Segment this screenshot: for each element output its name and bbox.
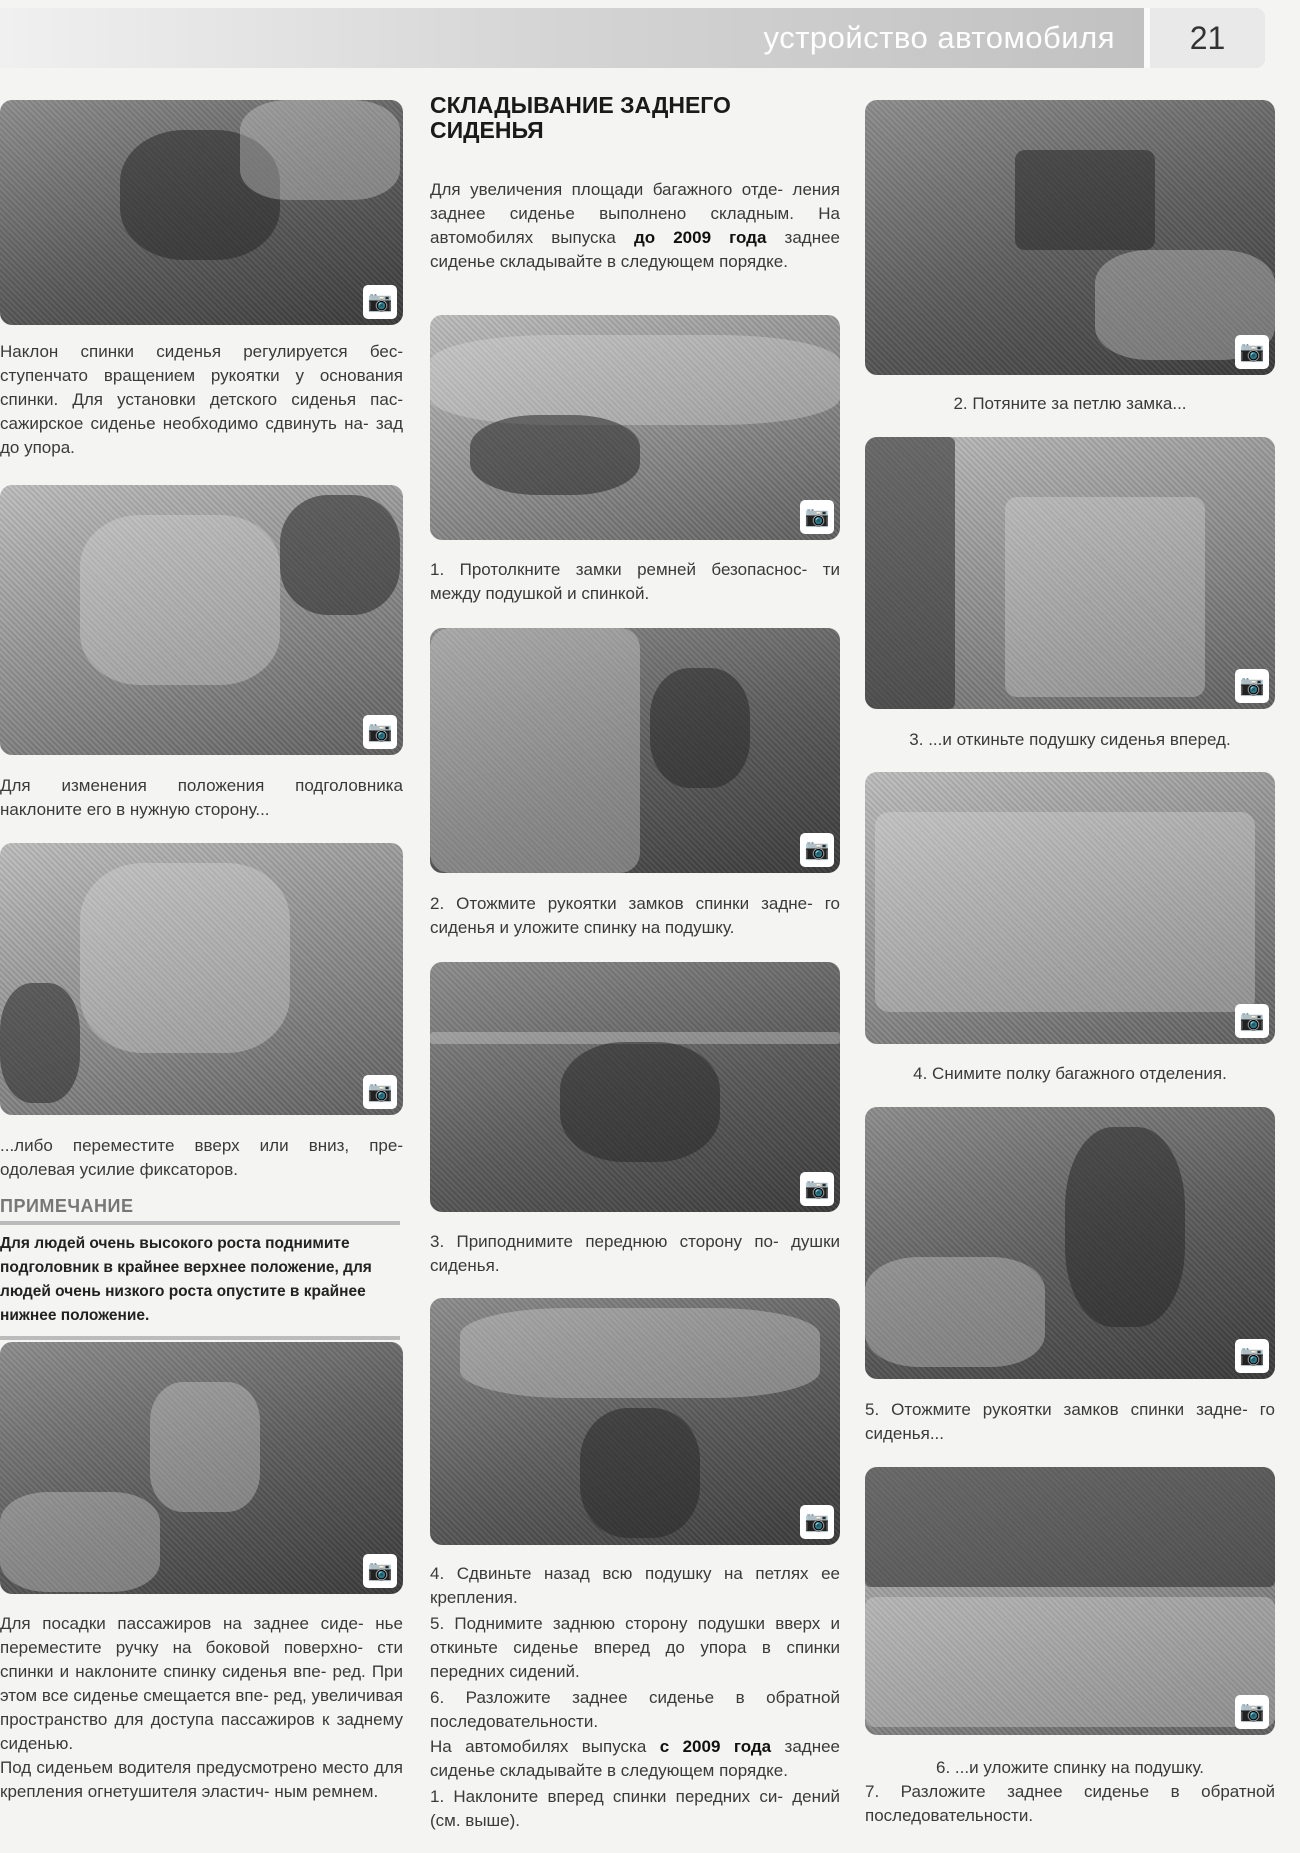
caption-step-4: 4. Сдвиньте назад всю подушку на петлях ее крепления.	[430, 1564, 840, 1607]
intro-text-2-pre: На автомобилях выпуска	[430, 204, 840, 247]
caption-right-step-7: 7. Разложите заднее сиденье в обратной последовательности.	[865, 1782, 1275, 1825]
camera-icon: 📷	[800, 833, 834, 867]
camera-icon: 📷	[800, 1172, 834, 1206]
camera-icon: 📷	[800, 500, 834, 534]
camera-icon: 📷	[1235, 1695, 1269, 1729]
section-title: СКЛАДЫВАНИЕ ЗАДНЕГО СИДЕНЬЯ	[430, 92, 731, 143]
photo-step-4-parcel-shelf	[865, 772, 1275, 1044]
caption-right-step-6: 6. ...и уложите спинку на подушку.	[936, 1758, 1204, 1777]
paragraph-intro	[430, 178, 840, 274]
photo-step-1-belt-locks	[430, 315, 840, 540]
after-text-pre: На автомобилях выпуска	[430, 1737, 647, 1756]
camera-icon: 📷	[363, 715, 397, 749]
caption-right-step-3: 3. ...и откиньте подушку сиденья вперед.	[909, 730, 1231, 749]
photo-step-2-backrest-release	[430, 628, 840, 873]
photo-step-3-cushion-forward	[865, 437, 1275, 709]
camera-icon: 📷	[1235, 1339, 1269, 1373]
paragraph-headrest-height: ...либо переместите вверх или вниз, пре- одолевая усилие фиксаторов.	[0, 1136, 403, 1179]
caption-step-3: 3. Приподнимите переднюю сторону по- душки сиденья.	[430, 1232, 840, 1275]
paragraph-after-step-1: 1. Наклоните вперед спинки передних си- дений (см. выше).	[430, 1787, 840, 1830]
page-number: 21	[1144, 8, 1265, 68]
camera-icon: 📷	[1235, 669, 1269, 703]
camera-icon: 📷	[363, 285, 397, 319]
caption-right-step-2: 2. Потяните за петлю замка...	[953, 394, 1187, 413]
camera-icon: 📷	[363, 1075, 397, 1109]
paragraph-extinguisher: Под сиденьем водителя предусмотрено место для крепления огнетушителя эластич- ным ремнем.	[0, 1758, 403, 1801]
paragraph-passenger-access: Для посадки пассажиров на заднее сиде- нье переместите ручку на боковой поверхно- сти спинки и наклоните спинку сиденья впе- ред. При этом все сиденье смещается впе- ред, увеличивая пространство для доступа пассажиров к заднему сиденью.	[0, 1614, 403, 1753]
photo-step-5-backrest-locks	[865, 1107, 1275, 1379]
photo-headrest-tilt	[0, 485, 403, 755]
note-heading: ПРИМЕЧАНИЕ	[0, 1196, 400, 1225]
photo-seat-recline-knob	[0, 100, 403, 325]
after-year: с 2009 года	[659, 1737, 772, 1756]
intro-text-2-post: заднее сиденье складывайте в следующем порядке.	[430, 228, 841, 271]
caption-right-step-5: 5. Отожмите рукоятки замков спинки задне- го сиденья...	[865, 1400, 1275, 1443]
photo-step-2-pull-loop	[865, 100, 1275, 375]
caption-step-5: 5. Поднимите заднюю сторону подушки вверх и откиньте сиденье вперед до упора в спинки передних сидений.	[430, 1614, 840, 1681]
photo-step-3-cushion-lift	[430, 962, 840, 1212]
caption-step-2: 2. Отожмите рукоятки замков спинки задне- го сиденья и уложите спинку на подушку.	[430, 894, 840, 937]
caption-right-step-4: 4. Снимите полку багажного отделения.	[913, 1064, 1227, 1083]
photo-headrest-height	[0, 843, 403, 1115]
note-text: Для людей очень высокого роста поднимите подголовник в крайнее верхнее положение, для людей очень низкого роста опустите в крайнее нижнее положение.	[0, 1232, 400, 1340]
photo-seat-release-handle	[0, 1342, 403, 1594]
camera-icon: 📷	[1235, 1004, 1269, 1038]
paragraph-after-2009	[430, 1735, 840, 1783]
intro-text-1: Для увеличения площади багажного отде- ления заднее сиденье выполнено складным.	[430, 180, 840, 223]
camera-icon: 📷	[363, 1554, 397, 1588]
page-header	[0, 8, 1265, 68]
paragraph-recline: Наклон спинки сиденья регулируется бес- ступенчато вращением рукоятки у основания спинки. Для установки детского сиденья пас- сажирское сиденье необходимо сдвинуть на- зад до упора.	[0, 342, 403, 457]
caption-step-6: 6. Разложите заднее сиденье в обратной последовательности.	[430, 1688, 840, 1731]
caption-step-1: 1. Протолкните замки ремней безопаснос- ти между подушкой и спинкой.	[430, 560, 840, 603]
camera-icon: 📷	[800, 1505, 834, 1539]
photo-step-6-fold-backrest	[865, 1467, 1275, 1735]
camera-icon: 📷	[1235, 335, 1269, 369]
header-title: устройство автомобиля	[763, 20, 1115, 55]
paragraph-headrest-tilt: Для изменения положения подголовника наклоните его в нужную сторону...	[0, 776, 403, 819]
intro-year-before: до 2009 года	[633, 228, 767, 247]
photo-step-4-cushion-hinges	[430, 1298, 840, 1545]
after-text-post: заднее сиденье складывайте в следующем порядке.	[430, 1737, 841, 1780]
